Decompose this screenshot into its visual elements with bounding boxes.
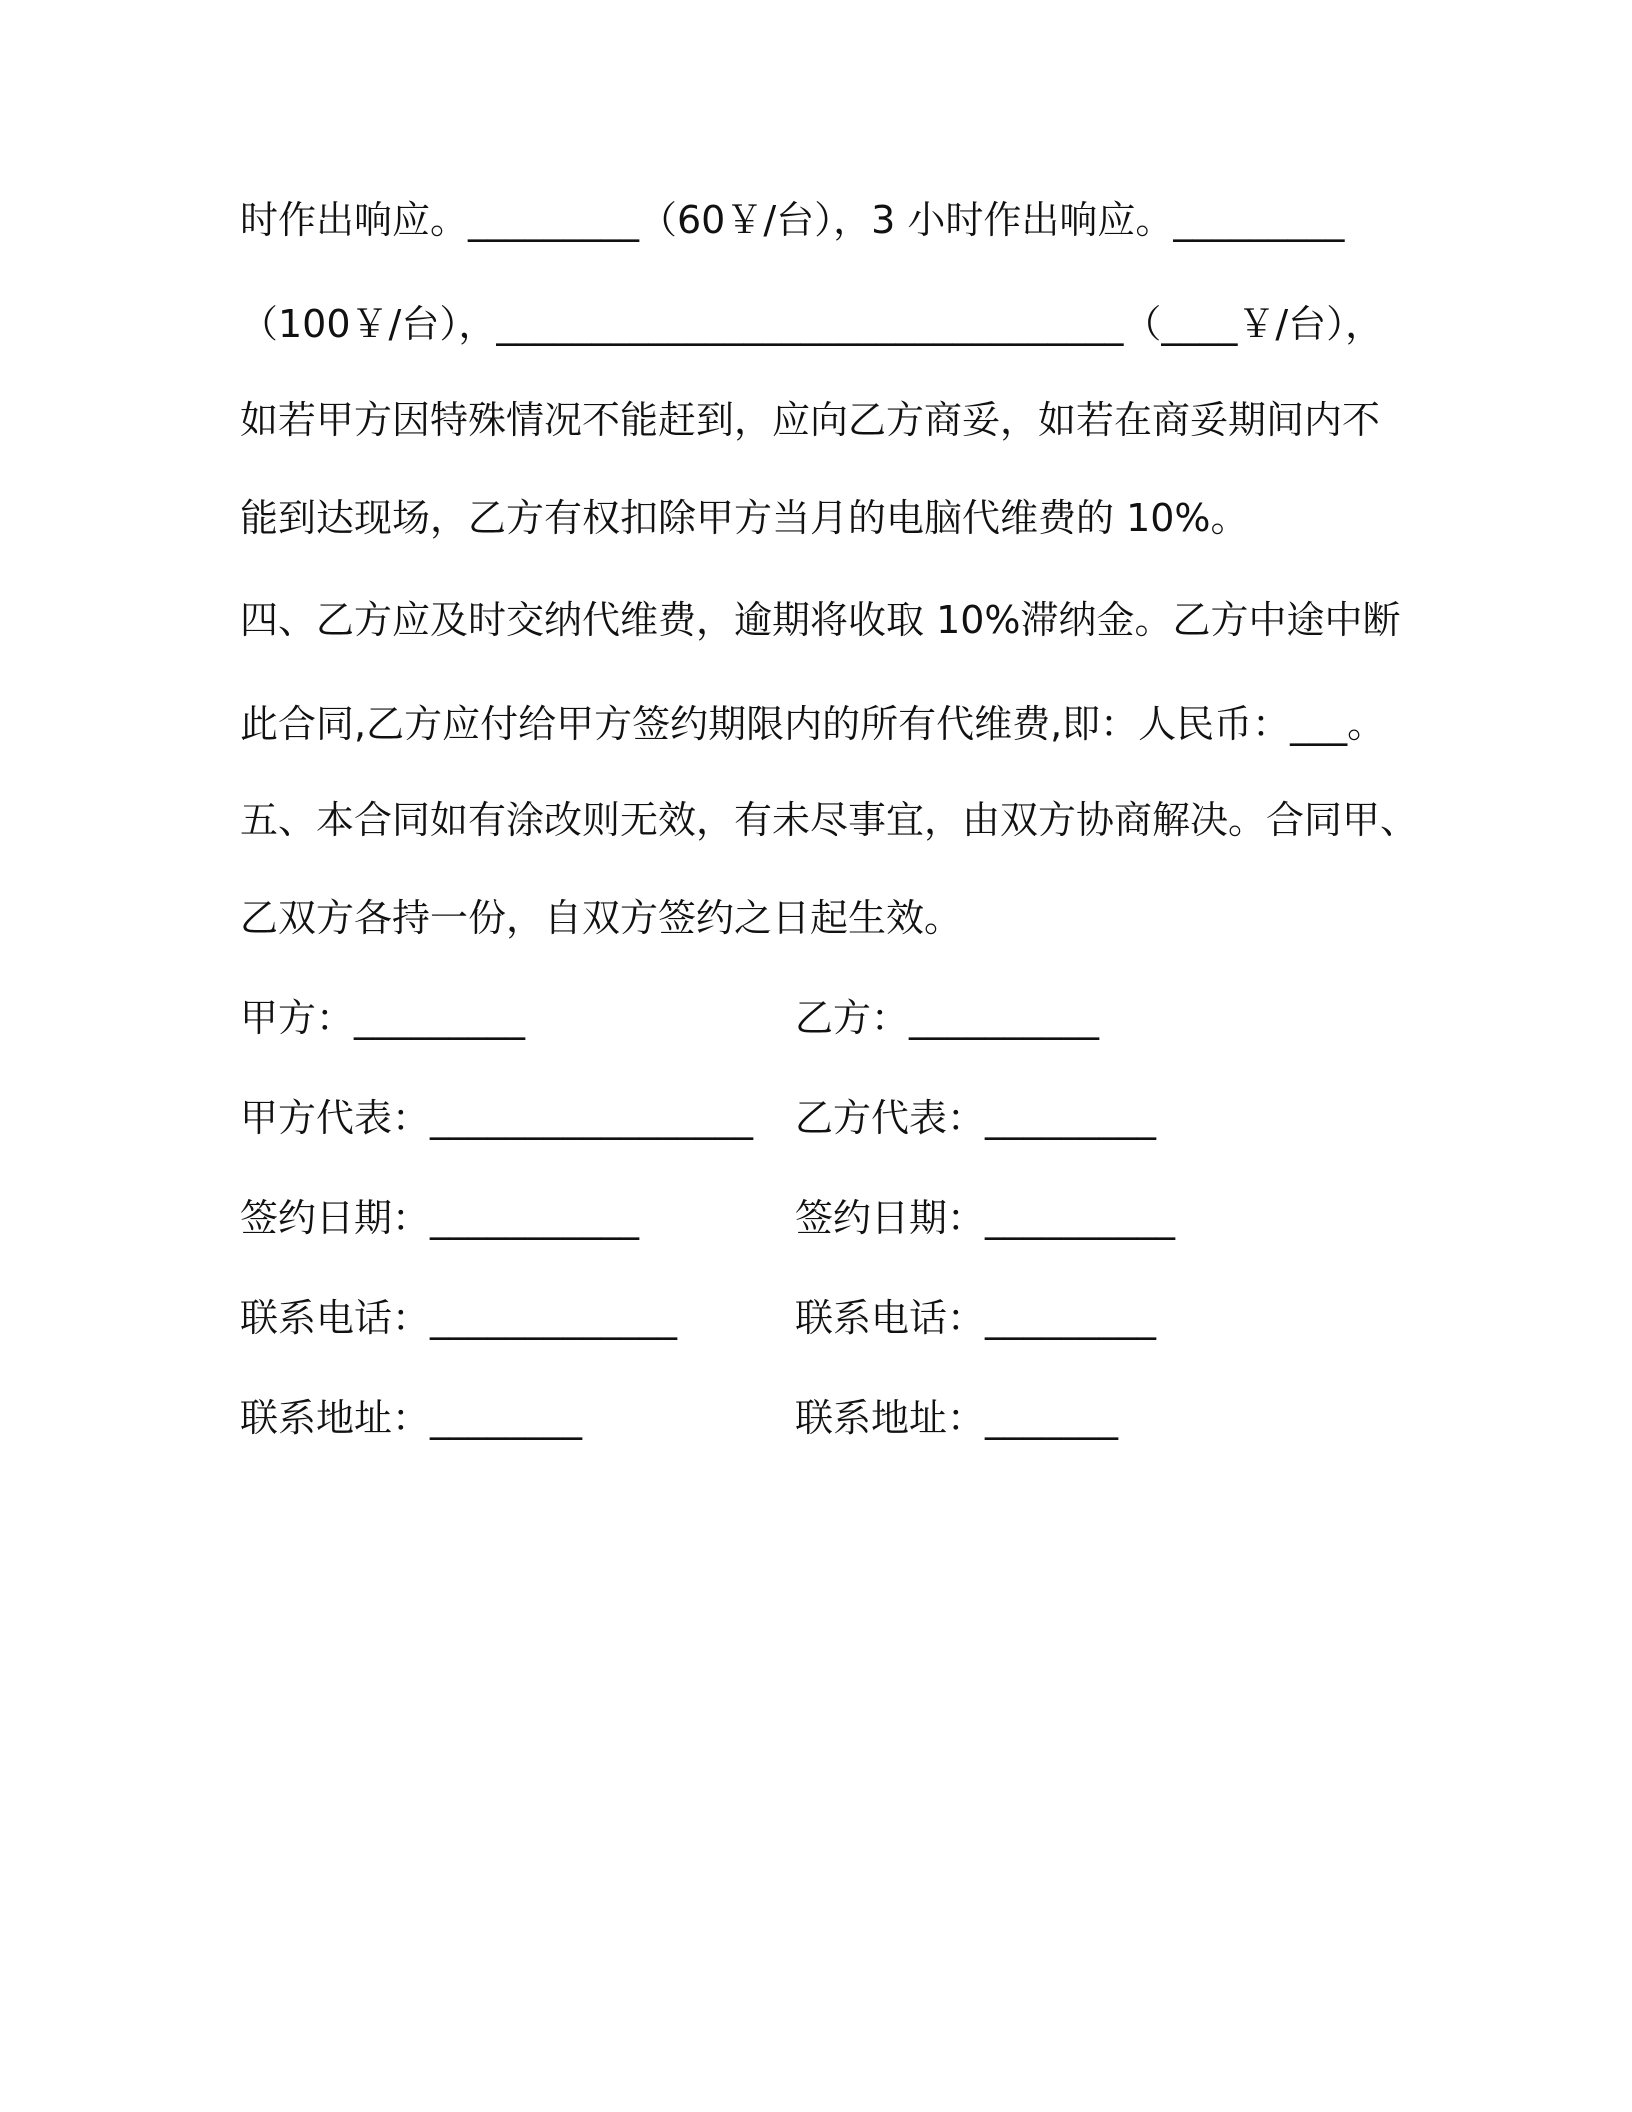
party-a-field: 甲方：_________ xyxy=(240,996,526,1040)
clause-four-line-1: 四、乙方应及时交纳代维费，逾期将收取 10%滞纳金。乙方中途中断 xyxy=(240,598,1401,642)
clause-four-line-2: 此合同,乙方应付给甲方签约期限内的所有代维费,即：人民币：___。 xyxy=(240,702,1386,746)
clause-five-line-2: 乙双方各持一份，自双方签约之日起生效。 xyxy=(240,896,963,940)
paragraph-line-2: （100￥/台），_________________________________（____￥/台）， xyxy=(240,302,1384,346)
paragraph-line-4: 能到达现场，乙方有权扣除甲方当月的电脑代维费的 10%。 xyxy=(240,496,1249,540)
paragraph-line-1: 时作出响应。_________（60￥/台），3 小时作出响应。_________ xyxy=(240,198,1345,242)
party-b-address-field: 联系地址：_______ xyxy=(795,1396,1119,1440)
party-b-field: 乙方：__________ xyxy=(795,996,1100,1040)
party-a-address-field: 联系地址：________ xyxy=(240,1396,583,1440)
party-b-representative-field: 乙方代表：_________ xyxy=(795,1096,1157,1140)
party-a-representative-field: 甲方代表：_________________ xyxy=(240,1096,754,1140)
party-a-phone-field: 联系电话：_____________ xyxy=(240,1296,678,1340)
clause-five-line-1: 五、本合同如有涂改则无效，有未尽事宜，由双方协商解决。合同甲、 xyxy=(240,798,1419,842)
party-b-sign-date-field: 签约日期：__________ xyxy=(795,1196,1176,1240)
party-b-phone-field: 联系电话：_________ xyxy=(795,1296,1157,1340)
paragraph-line-3: 如若甲方因特殊情况不能赶到，应向乙方商妥，如若在商妥期间内不 xyxy=(240,398,1381,442)
party-a-sign-date-field: 签约日期：___________ xyxy=(240,1196,640,1240)
